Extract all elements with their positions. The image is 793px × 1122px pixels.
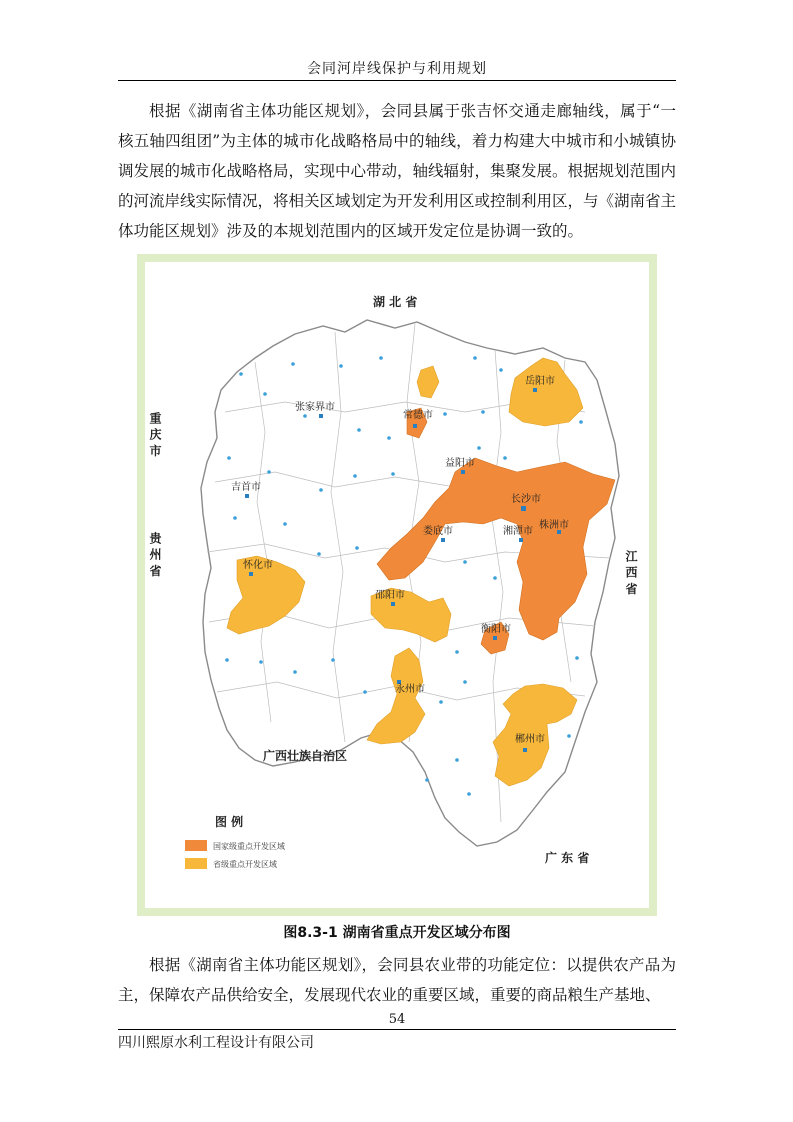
- label-hubei: 湖 北 省: [373, 295, 418, 309]
- header-rule: [118, 80, 676, 81]
- label-chongqing: 重 庆 市: [148, 412, 162, 457]
- legend-label-provincial: 省级重点开发区域: [213, 860, 277, 869]
- label-zhangjiajie: 张家界市: [295, 402, 335, 413]
- document-header: 会同河岸线保护与利用规划: [307, 61, 487, 77]
- page-number: 54: [388, 1012, 406, 1027]
- label-xiangtan: 湘潭市: [503, 526, 533, 537]
- label-zhuzhou: 株洲市: [539, 520, 569, 531]
- label-huaihua: 怀化市: [243, 560, 273, 571]
- label-yueyang: 岳阳市: [525, 376, 555, 387]
- paragraph-1: 根据《湖南省主体功能区规划》，会同县属于张吉怀交通走廊轴线，属于“一核五轴四组团”为主体的城市化战略格局中的轴线，着力构建大中城市和小城镇协调发展的城市化战略格局，实现中心带动，轴线辐射，集聚发展。根据规划范围内的河流岸线实际情况，将相关区域划定为开发利用区或控制利用区，与《湖南省主体功能区规划》涉及的本规划范围内的区域开发定位是协调一致的。: [118, 102, 677, 240]
- label-guizhou: 贵 州 省: [148, 532, 162, 577]
- legend-swatch-provincial: [185, 858, 207, 869]
- map-canvas: [145, 262, 649, 908]
- map-legend: [185, 814, 285, 869]
- hunan-development-map: [137, 254, 657, 916]
- label-yiyang: 益阳市: [445, 458, 475, 469]
- paragraph-2: 根据《湖南省主体功能区规划》，会同县农业带的功能定位：以提供农产品为主，保障农产品供给安全，发展现代农业的重要区域，重要的商品粮生产基地、: [118, 956, 676, 1004]
- legend-swatch-national: [185, 840, 207, 851]
- label-shaoyang: 邵阳市: [375, 590, 405, 601]
- label-loudi: 娄底市: [423, 526, 453, 537]
- label-hengyang: 衡阳市: [481, 624, 511, 635]
- map-svg: [145, 262, 649, 908]
- label-changde: 常德市: [403, 410, 433, 421]
- label-jishou: 吉首市: [231, 482, 261, 493]
- label-jiangxi: 江 西 省: [624, 550, 638, 595]
- label-changsha: 长沙市: [511, 494, 541, 505]
- label-guangdong: 广 东 省: [545, 851, 590, 865]
- figure-caption: 图8.3-1 湖南省重点开发区域分布图: [283, 925, 511, 941]
- footer-company: 四川熙原水利工程设计有限公司: [118, 1035, 314, 1051]
- label-guangxi: 广西壮族自治区: [263, 749, 348, 763]
- footer-rule: [118, 1029, 676, 1030]
- legend-title: 图 例: [215, 815, 244, 829]
- legend-label-national: 国家级重点开发区域: [213, 842, 285, 851]
- label-chenzhou: 郴州市: [515, 734, 545, 745]
- label-yongzhou: 永州市: [395, 684, 425, 695]
